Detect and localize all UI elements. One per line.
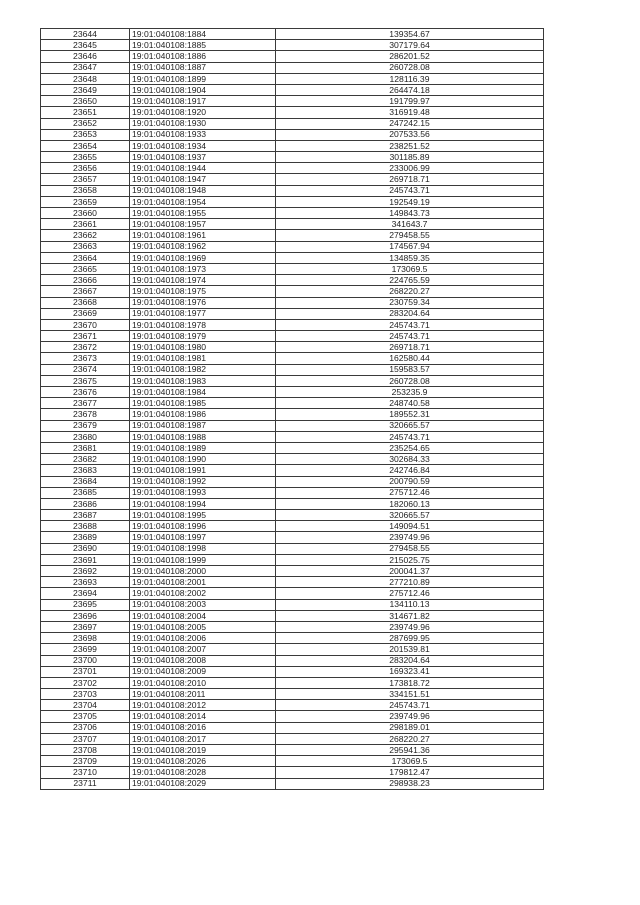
row-number-cell: 23680 [41,431,130,442]
table-row [41,666,544,677]
row-number-cell: 23660 [41,208,130,219]
cadastral-number-cell: 19:01:040108:1980 [130,342,276,353]
table-row [41,420,544,431]
table-row [41,62,544,73]
table-row [41,566,544,577]
value-cell: 268220.27 [276,733,544,744]
cadastral-number-cell: 19:01:040108:2008 [130,655,276,666]
data-table [40,28,544,790]
value-cell: 239749.96 [276,621,544,632]
value-cell: 269718.71 [276,174,544,185]
row-number-cell: 23652 [41,118,130,129]
value-cell: 268220.27 [276,286,544,297]
row-number-cell: 23674 [41,364,130,375]
table-row [41,711,544,722]
cadastral-number-cell: 19:01:040108:2011 [130,689,276,700]
cadastral-number-cell: 19:01:040108:2019 [130,745,276,756]
value-cell: 159583.57 [276,364,544,375]
value-cell: 134110.13 [276,599,544,610]
value-cell: 260728.08 [276,62,544,73]
cadastral-number-cell: 19:01:040108:1930 [130,118,276,129]
table-row [41,498,544,509]
value-cell: 316919.48 [276,107,544,118]
value-cell: 173069.5 [276,263,544,274]
table-row [41,208,544,219]
value-cell: 173069.5 [276,756,544,767]
value-cell: 253235.9 [276,387,544,398]
table-row [41,655,544,666]
row-number-cell: 23698 [41,633,130,644]
cadastral-number-cell: 19:01:040108:2001 [130,577,276,588]
row-number-cell: 23654 [41,140,130,151]
table-row [41,353,544,364]
table-row [41,554,544,565]
table-row [41,599,544,610]
cadastral-number-cell: 19:01:040108:1988 [130,431,276,442]
table-row [41,644,544,655]
row-number-cell: 23657 [41,174,130,185]
table-row [41,487,544,498]
table-row [41,96,544,107]
row-number-cell: 23679 [41,420,130,431]
table-row [41,73,544,84]
value-cell: 283204.64 [276,655,544,666]
cadastral-number-cell: 19:01:040108:2012 [130,700,276,711]
row-number-cell: 23699 [41,644,130,655]
value-cell: 275712.46 [276,588,544,599]
table-row [41,476,544,487]
table-row [41,409,544,420]
row-number-cell: 23666 [41,275,130,286]
row-number-cell: 23690 [41,543,130,554]
row-number-cell: 23673 [41,353,130,364]
table-row [41,375,544,386]
value-cell: 238251.52 [276,140,544,151]
row-number-cell: 23649 [41,84,130,95]
row-number-cell: 23661 [41,219,130,230]
row-number-cell: 23656 [41,163,130,174]
cadastral-number-cell: 19:01:040108:1992 [130,476,276,487]
cadastral-number-cell: 19:01:040108:1982 [130,364,276,375]
table-row [41,610,544,621]
value-cell: 302684.33 [276,454,544,465]
table-row [41,532,544,543]
row-number-cell: 23669 [41,308,130,319]
row-number-cell: 23668 [41,297,130,308]
row-number-cell: 23671 [41,331,130,342]
value-cell: 139354.67 [276,29,544,40]
cadastral-number-cell: 19:01:040108:1987 [130,420,276,431]
row-number-cell: 23695 [41,599,130,610]
table-row [41,722,544,733]
value-cell: 245743.71 [276,331,544,342]
table-row [41,219,544,230]
cadastral-number-cell: 19:01:040108:1904 [130,84,276,95]
value-cell: 182060.13 [276,498,544,509]
value-cell: 179812.47 [276,767,544,778]
table-row [41,398,544,409]
value-cell: 298189.01 [276,722,544,733]
table-row [41,733,544,744]
cadastral-number-cell: 19:01:040108:1994 [130,498,276,509]
cadastral-number-cell: 19:01:040108:1962 [130,241,276,252]
value-cell: 245743.71 [276,700,544,711]
cadastral-number-cell: 19:01:040108:1886 [130,51,276,62]
row-number-cell: 23705 [41,711,130,722]
value-cell: 224765.59 [276,275,544,286]
cadastral-number-cell: 19:01:040108:2029 [130,778,276,789]
row-number-cell: 23708 [41,745,130,756]
cadastral-number-cell: 19:01:040108:1955 [130,208,276,219]
table-row [41,297,544,308]
cadastral-number-cell: 19:01:040108:2010 [130,677,276,688]
cadastral-number-cell: 19:01:040108:1996 [130,521,276,532]
row-number-cell: 23697 [41,621,130,632]
row-number-cell: 23647 [41,62,130,73]
table-row [41,118,544,129]
value-cell: 245743.71 [276,431,544,442]
cadastral-number-cell: 19:01:040108:1947 [130,174,276,185]
cadastral-number-cell: 19:01:040108:1884 [130,29,276,40]
value-cell: 277210.89 [276,577,544,588]
table-row [41,29,544,40]
value-cell: 269718.71 [276,342,544,353]
value-cell: 191799.97 [276,96,544,107]
row-number-cell: 23709 [41,756,130,767]
cadastral-number-cell: 19:01:040108:2026 [130,756,276,767]
table-row [41,778,544,789]
row-number-cell: 23658 [41,185,130,196]
cadastral-number-cell: 19:01:040108:1999 [130,554,276,565]
table-row [41,51,544,62]
table-row [41,677,544,688]
table-row [41,543,544,554]
cadastral-number-cell: 19:01:040108:2016 [130,722,276,733]
value-cell: 169323.41 [276,666,544,677]
cadastral-number-cell: 19:01:040108:2007 [130,644,276,655]
cadastral-number-cell: 19:01:040108:1979 [130,331,276,342]
cadastral-number-cell: 19:01:040108:1933 [130,129,276,140]
row-number-cell: 23693 [41,577,130,588]
value-cell: 242746.84 [276,465,544,476]
row-number-cell: 23653 [41,129,130,140]
value-cell: 279458.55 [276,230,544,241]
value-cell: 295941.36 [276,745,544,756]
row-number-cell: 23663 [41,241,130,252]
row-number-cell: 23665 [41,263,130,274]
cadastral-number-cell: 19:01:040108:1981 [130,353,276,364]
table-row [41,230,544,241]
table-row [41,185,544,196]
row-number-cell: 23677 [41,398,130,409]
table-row [41,319,544,330]
cadastral-number-cell: 19:01:040108:1990 [130,454,276,465]
value-cell: 307179.64 [276,40,544,51]
value-cell: 260728.08 [276,375,544,386]
table-row [41,129,544,140]
cadastral-number-cell: 19:01:040108:1984 [130,387,276,398]
value-cell: 215025.75 [276,554,544,565]
cadastral-number-cell: 19:01:040108:1998 [130,543,276,554]
cadastral-number-cell: 19:01:040108:2014 [130,711,276,722]
row-number-cell: 23701 [41,666,130,677]
cadastral-number-cell: 19:01:040108:1993 [130,487,276,498]
table-row [41,588,544,599]
value-cell: 149094.51 [276,521,544,532]
value-cell: 173818.72 [276,677,544,688]
cadastral-number-cell: 19:01:040108:1991 [130,465,276,476]
value-cell: 239749.96 [276,711,544,722]
table-row [41,252,544,263]
table-row [41,767,544,778]
cadastral-number-cell: 19:01:040108:1899 [130,73,276,84]
cadastral-number-cell: 19:01:040108:1957 [130,219,276,230]
value-cell: 334151.51 [276,689,544,700]
row-number-cell: 23706 [41,722,130,733]
cadastral-number-cell: 19:01:040108:1954 [130,196,276,207]
cadastral-number-cell: 19:01:040108:1976 [130,297,276,308]
cadastral-number-cell: 19:01:040108:1937 [130,152,276,163]
row-number-cell: 23646 [41,51,130,62]
cadastral-number-cell: 19:01:040108:1934 [130,140,276,151]
row-number-cell: 23650 [41,96,130,107]
value-cell: 320665.57 [276,420,544,431]
value-cell: 320665.57 [276,510,544,521]
cadastral-number-cell: 19:01:040108:1973 [130,263,276,274]
row-number-cell: 23670 [41,319,130,330]
row-number-cell: 23694 [41,588,130,599]
value-cell: 301185.89 [276,152,544,163]
table-row [41,521,544,532]
table-row [41,331,544,342]
cadastral-number-cell: 19:01:040108:1989 [130,442,276,453]
row-number-cell: 23703 [41,689,130,700]
table-row [41,286,544,297]
row-number-cell: 23710 [41,767,130,778]
cadastral-number-cell: 19:01:040108:1975 [130,286,276,297]
table-row [41,241,544,252]
row-number-cell: 23651 [41,107,130,118]
value-cell: 279458.55 [276,543,544,554]
value-cell: 230759.34 [276,297,544,308]
cadastral-number-cell: 19:01:040108:2005 [130,621,276,632]
value-cell: 207533.56 [276,129,544,140]
value-cell: 286201.52 [276,51,544,62]
row-number-cell: 23688 [41,521,130,532]
table-row [41,107,544,118]
value-cell: 248740.58 [276,398,544,409]
table-row [41,387,544,398]
cadastral-number-cell: 19:01:040108:2002 [130,588,276,599]
value-cell: 314671.82 [276,610,544,621]
table-row [41,621,544,632]
row-number-cell: 23696 [41,610,130,621]
cadastral-number-cell: 19:01:040108:1983 [130,375,276,386]
cadastral-number-cell: 19:01:040108:2000 [130,566,276,577]
row-number-cell: 23700 [41,655,130,666]
table-row [41,700,544,711]
row-number-cell: 23691 [41,554,130,565]
row-number-cell: 23685 [41,487,130,498]
cadastral-number-cell: 19:01:040108:1887 [130,62,276,73]
value-cell: 245743.71 [276,185,544,196]
cadastral-number-cell: 19:01:040108:1978 [130,319,276,330]
table-row [41,263,544,274]
table-row [41,174,544,185]
table-row [41,308,544,319]
table-row [41,465,544,476]
row-number-cell: 23678 [41,409,130,420]
value-cell: 174567.94 [276,241,544,252]
cadastral-number-cell: 19:01:040108:2004 [130,610,276,621]
row-number-cell: 23702 [41,677,130,688]
table-row [41,196,544,207]
value-cell: 247242.15 [276,118,544,129]
value-cell: 287699.95 [276,633,544,644]
row-number-cell: 23707 [41,733,130,744]
row-number-cell: 23672 [41,342,130,353]
value-cell: 264474.18 [276,84,544,95]
row-number-cell: 23683 [41,465,130,476]
row-number-cell: 23644 [41,29,130,40]
cadastral-number-cell: 19:01:040108:1885 [130,40,276,51]
value-cell: 239749.96 [276,532,544,543]
table-row [41,431,544,442]
table-row [41,342,544,353]
cadastral-number-cell: 19:01:040108:1974 [130,275,276,286]
value-cell: 128116.39 [276,73,544,84]
value-cell: 162580.44 [276,353,544,364]
row-number-cell: 23692 [41,566,130,577]
cadastral-number-cell: 19:01:040108:2017 [130,733,276,744]
table-row [41,510,544,521]
value-cell: 233006.99 [276,163,544,174]
table-row [41,745,544,756]
value-cell: 341643.7 [276,219,544,230]
row-number-cell: 23655 [41,152,130,163]
value-cell: 298938.23 [276,778,544,789]
value-cell: 200790.59 [276,476,544,487]
row-number-cell: 23681 [41,442,130,453]
cadastral-number-cell: 19:01:040108:2006 [130,633,276,644]
table-row [41,364,544,375]
row-number-cell: 23645 [41,40,130,51]
table-row [41,442,544,453]
value-cell: 235254.65 [276,442,544,453]
row-number-cell: 23675 [41,375,130,386]
row-number-cell: 23648 [41,73,130,84]
row-number-cell: 23659 [41,196,130,207]
row-number-cell: 23704 [41,700,130,711]
cadastral-number-cell: 19:01:040108:1977 [130,308,276,319]
cadastral-number-cell: 19:01:040108:2009 [130,666,276,677]
row-number-cell: 23662 [41,230,130,241]
cadastral-number-cell: 19:01:040108:1948 [130,185,276,196]
cadastral-number-cell: 19:01:040108:1969 [130,252,276,263]
table-row [41,577,544,588]
row-number-cell: 23676 [41,387,130,398]
row-number-cell: 23711 [41,778,130,789]
cadastral-number-cell: 19:01:040108:1920 [130,107,276,118]
cadastral-number-cell: 19:01:040108:2028 [130,767,276,778]
cadastral-number-cell: 19:01:040108:1917 [130,96,276,107]
table-row [41,40,544,51]
row-number-cell: 23687 [41,510,130,521]
table-row [41,140,544,151]
table-row [41,152,544,163]
row-number-cell: 23689 [41,532,130,543]
table-row [41,163,544,174]
table-row [41,275,544,286]
row-number-cell: 23684 [41,476,130,487]
value-cell: 192549.19 [276,196,544,207]
cadastral-number-cell: 19:01:040108:1985 [130,398,276,409]
table-row [41,633,544,644]
cadastral-number-cell: 19:01:040108:1997 [130,532,276,543]
value-cell: 134859.35 [276,252,544,263]
table-row [41,454,544,465]
row-number-cell: 23686 [41,498,130,509]
row-number-cell: 23664 [41,252,130,263]
row-number-cell: 23682 [41,454,130,465]
value-cell: 245743.71 [276,319,544,330]
value-cell: 149843.73 [276,208,544,219]
row-number-cell: 23667 [41,286,130,297]
table-body [41,29,544,790]
value-cell: 275712.46 [276,487,544,498]
value-cell: 283204.64 [276,308,544,319]
cadastral-number-cell: 19:01:040108:1944 [130,163,276,174]
value-cell: 201539.81 [276,644,544,655]
table-row [41,84,544,95]
table-row [41,756,544,767]
cadastral-number-cell: 19:01:040108:1995 [130,510,276,521]
cadastral-number-cell: 19:01:040108:1961 [130,230,276,241]
value-cell: 200041.37 [276,566,544,577]
cadastral-number-cell: 19:01:040108:2003 [130,599,276,610]
table-row [41,689,544,700]
cadastral-number-cell: 19:01:040108:1986 [130,409,276,420]
value-cell: 189552.31 [276,409,544,420]
